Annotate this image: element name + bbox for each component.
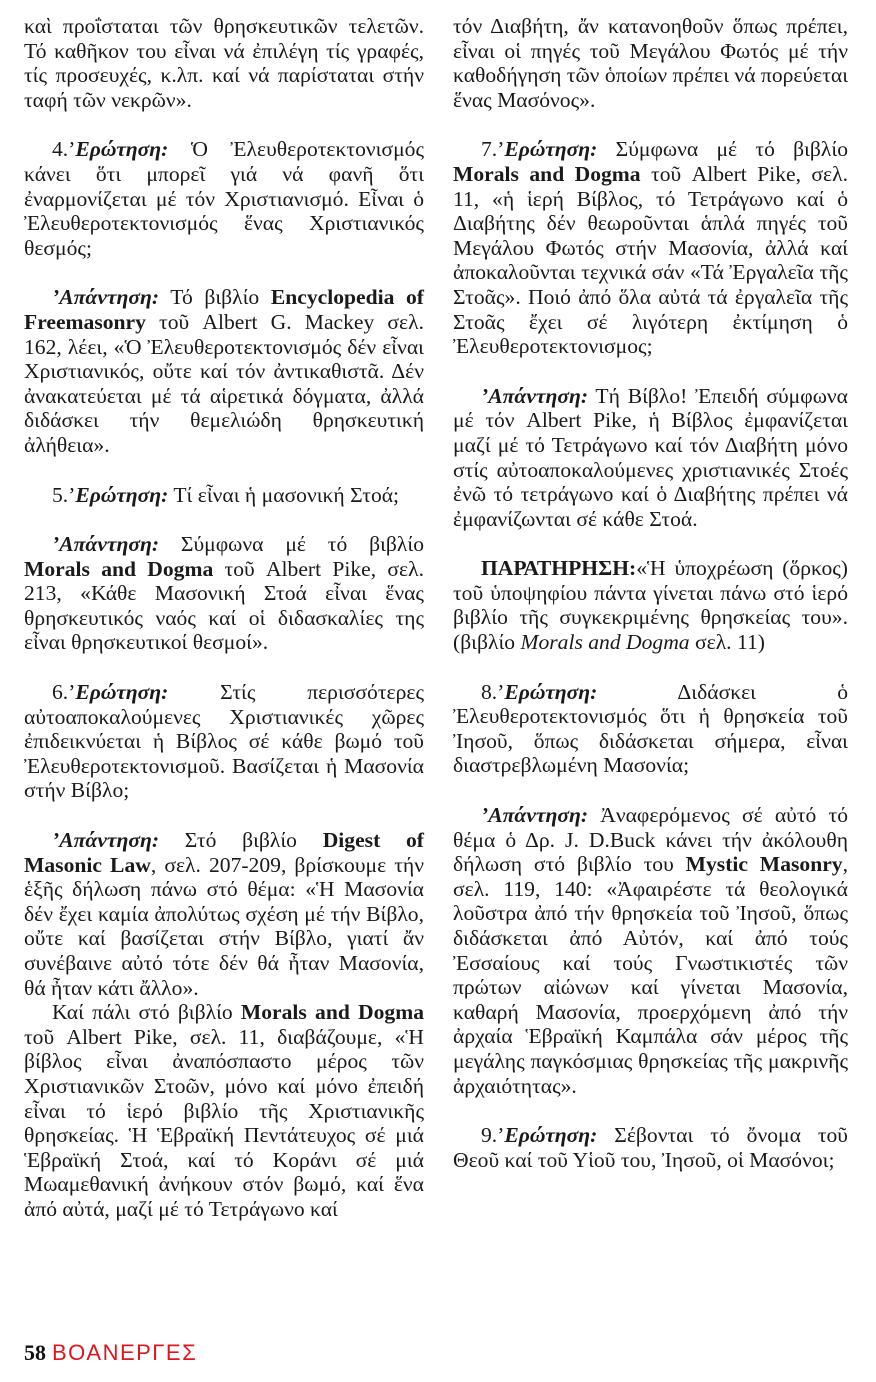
note-text: σελ. 11)	[689, 630, 765, 655]
magazine-logo: ΒΟΑΝΕΡΓΕΣ	[52, 1340, 198, 1365]
answer-6-continued	[24, 1000, 424, 1221]
book-title: Morals and Dogma	[240, 1000, 424, 1025]
answer-text: , σελ. 207-209, βρίσκουμε τήν ἑξῆς δήλωση πάνω στό θέμα: «Ἡ Μασονία δέν ἔχει καμία ἀπολύτως σχέση μέ τήν Βίβλο, οὔτε καί βασίζεται στήν Βίβλο, γιατί ἄν συνέβαινε αὐτό τότε δέν θά ἦταν Μασονία, θά ἦταν κάτι ἄλλο».	[24, 852, 424, 1000]
answer-label: ’Απάντηση:	[52, 828, 160, 853]
question-6	[24, 680, 424, 803]
answer-7	[453, 384, 848, 532]
question-text: Σέβονται τό ὄνομα τοῦ Θεοῦ καί τοῦ Υἱοῦ του, Ἰησοῦ, οἱ Μασόνοι;	[453, 1123, 848, 1172]
question-number: 4.’	[52, 137, 76, 162]
page-number: 58	[24, 1340, 46, 1365]
question-number: 8.’	[481, 679, 505, 704]
note-text: «Ἡ ὑποχρέωση (ὅρκος) τοῦ ὑποψηφίου πάντα γίνεται πάνω στό ἱερό βιβλίο τῆς συγκεκριμένης θρησκείας του». (βιβλίο	[453, 556, 848, 655]
paragraph: καὶ προΐσταται τῶν θρησκευτικῶν τελετῶν. Τό καθῆκον του εἶναι νά ἐπιλέγη τίς γραφές, τίς προσευχές, κ.λπ. καί νά παρίσταται στήν ταφή τῶν νεκρῶν».	[24, 14, 424, 112]
question-label: Ερώτηση:	[504, 679, 598, 704]
question-text: Ὁ Ἐλευθεροτεκτονισμός κάνει ὅτι μπορεῖ γιά νά φανῆ ὅτι ἐναρμονίζεται μέ τόν Χριστιανισμό. Εἶναι ὁ Ἐλευθεροτεκτονισμός ἕνας Χριστιανικός θεσμός;	[24, 137, 424, 260]
answer-text: τοῦ Albert Pike, σελ. 213, «Κάθε Μασονική Στοά εἶναι ἕνας θρησκευτικός ναός καί οἱ διδασκαλίες της εἶναι θρησκευτικοί θεσμοί».	[24, 556, 424, 655]
page-footer	[24, 1340, 197, 1370]
note	[453, 556, 848, 654]
answer-text: Τή Βίβλο! Ἐπειδή σύμφωνα μέ τόν Albert Pike, ἡ Βίβλος ἐμφανίζεται μαζί μέ τό Τετράγωνο καί τόν Διαβήτη μόνο στίς αὐτοαποκαλούμενες χριστιανικές Στοές ἐνῶ τό τετράγωνο καί ὁ Διαβήτης πρέπει νά ἐμφανίζωνται σέ κάθε Στοά.	[453, 383, 848, 531]
question-number: 9.’	[481, 1123, 505, 1148]
right-column	[453, 14, 848, 1172]
answer-text: Σύμφωνα μέ τό βιβλίο	[159, 532, 424, 557]
book-title: Morals and Dogma	[24, 556, 214, 581]
note-label: ΠΑΡΑΤΗΡΗΣΗ:	[481, 556, 637, 581]
answer-8	[453, 803, 848, 1098]
question-label: Ερώτηση:	[75, 137, 169, 162]
question-text: Σύμφωνα μέ τό βιβλίο	[597, 137, 848, 162]
question-text: Διδάσκει ὁ Ἐλευθεροτεκτονισμός ὅτι ἡ θρησκεία τοῦ Ἰησοῦ, ὅπως διδάσκεται σήμερα, εἶναι διαστρεβλωμένη Μασονία;	[453, 679, 848, 778]
book-title: Mystic Masonry	[685, 852, 843, 877]
book-title: Encyclopedia of Freemasonry	[24, 285, 424, 334]
book-title: Morals and Dogma	[453, 161, 641, 186]
left-column	[24, 14, 424, 1222]
answer-label: ’Απάντηση:	[481, 803, 589, 828]
question-label: Ερώτηση:	[75, 680, 169, 705]
book-title: Morals and Dogma	[520, 630, 690, 655]
answer-text: , σελ. 119, 140: «Ἀφαιρέστε τά θεολογικά λοῦστρα ἀπό τήν θρησκεία τοῦ Ἰησοῦ, ὅπως διδάσκεται ἀπό Αὐτόν, καί ἀπό τούς Ἐσσαίους καί τούς Γνωστικιστές τῶν πρώτων αἰώνων καί γίνεται Μασονία, καθαρή Μασονία, προερχόμενη ἀπό τήν ἀρχαία Ἑβραϊκή Καμπάλα σάν μέρος τῆς μεγάλης παγκόσμιας θρησκείας τῆς μακρινῆς ἀρχαιότητας».	[453, 852, 848, 1098]
answer-text: Καί πάλι στό βιβλίο	[52, 1000, 241, 1025]
question-5	[24, 483, 424, 508]
question-label: Ερώτηση:	[504, 1123, 598, 1148]
answer-label: ’Απάντηση:	[52, 532, 160, 557]
question-text: Στίς περισσότερες αὐτοαποκαλούμενες Χριστιανικές χῶρες ἐπιδεικνύεται ἡ Βίβλος σέ κάθε βωμό τοῦ Ἐλευθεροτεκτονισμοῦ. Βασίζεται ἡ Μασονία στήν Βίβλο;	[24, 680, 424, 803]
answer-text: Ἀναφερόμενος σέ αὐτό τό θέμα ὁ Δρ. J. D.Buck κάνει τήν ἀκόλουθη δήλωση στό βιβλίο του	[453, 803, 848, 877]
question-9	[453, 1123, 848, 1172]
answer-text: Τό βιβλίο	[159, 285, 271, 310]
book-title: Digest of Masonic Law	[24, 828, 424, 877]
answer-4	[24, 285, 424, 457]
question-number: 7.’	[481, 137, 505, 162]
paragraph: τόν Διαβήτη, ἄν κατανοηθοῦν ὅπως πρέπει, εἶναι οἱ πηγές τοῦ Μεγάλου Φωτός μέ τήν καθοδήγηση τῶν ὁποίων πρέπει νά πορεύεται ἕνας Μασόνος».	[453, 14, 849, 112]
answer-5	[24, 532, 424, 655]
question-label: Ερώτηση:	[504, 137, 598, 162]
answer-text: τοῦ Albert G. Mackey σελ. 162, λέει, «Ὁ Ἐλευθεροτεκτονισμός δέν εἶναι Χριστιανικός, οὔτε καί τόν ἀντικαθιστᾶ. Δέν ἀνακατεύεται μέ τά αἱρετικά δόγματα, ἀλλά διδάσκει τήν θεμελιώδη θρησκευτική ἀλήθεια».	[24, 309, 424, 457]
answer-text: τοῦ Albert Pike, σελ. 11, διαβάζουμε, «Ἡ βίβλος εἶναι ἀναπόσπαστο μέρος τῶν Χριστιανικῶν Στοῶν, μόνο καί μόνο ἐπειδή εἶναι τό ἱερό βιβλίο τῆς Χριστιανικῆς θρησκείας. Ἡ Ἑβραϊκή Πεντάτευχος σέ μιά Ἑβραϊκή Στοά, καί τό Κοράνι σέ μιά Μωαμεθανική ἀνήκουν στόν βωμό, καί ἕνα ἀπό αὐτά, μαζί μέ τό Τετράγωνο καί	[24, 1024, 424, 1221]
question-7	[453, 137, 848, 358]
question-4	[24, 137, 424, 260]
question-label: Ερώτηση:	[75, 482, 169, 507]
question-text: τοῦ Albert Pike, σελ. 11, «ἡ ἱερή Βίβλος, τό Τετράγωνο καί ὁ Διαβήτης δέν θεωροῦνται ἁπλά πηγές τοῦ Μεγάλου Φωτός στήν Μασονία, ἀλλά καί ἀποκαλοῦνται τεχνικά σάν «Τά Ἐργαλεῖα τῆς Στοᾶς». Ποιό ἀπό ὅλα αὐτά τά ἐργαλεῖα τῆς Στοᾶς ἔχει σέ λιγότερη ἐκτίμηση ὁ Ἐλευθεροτεκτονισμος;	[453, 161, 848, 359]
answer-label: ’Απάντηση:	[481, 383, 589, 408]
question-text: Τί εἶναι ἡ μασονική Στοά;	[168, 482, 400, 507]
question-number: 6.’	[52, 680, 76, 705]
answer-6	[24, 828, 424, 1000]
question-number: 5.’	[52, 482, 76, 507]
question-8	[453, 680, 848, 778]
answer-text: Στό βιβλίο	[159, 828, 323, 853]
answer-label: ’Απάντηση:	[52, 285, 160, 310]
